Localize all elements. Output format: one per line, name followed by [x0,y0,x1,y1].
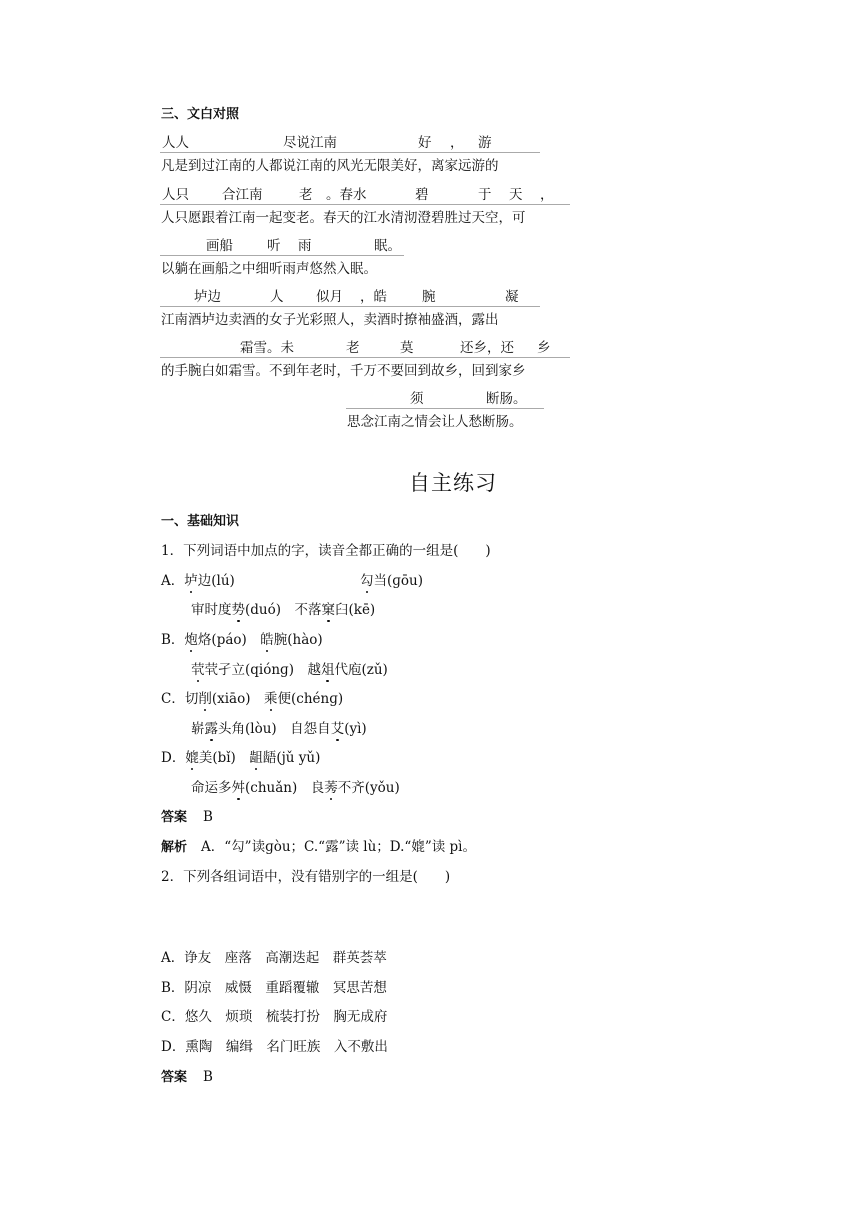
gloss-word: 雨 [298,238,312,254]
dotted-char: 窠 [321,602,335,618]
dotted-char: 露 [204,721,218,737]
translation-line: 的手腕白如霜雪。不到年老时，千万不要回到故乡，回到家乡 [161,363,526,379]
gloss-word: 人只 [162,187,189,203]
dotted-char: 莠 [324,780,338,796]
dotted-char: 炮 [184,632,198,648]
gloss-word: 老 [299,187,313,203]
dotted-char: 媲 [185,750,199,766]
translation-line: 凡是到过江南的人都说江南的风光无限美好，离家远游的 [161,158,499,174]
gloss-word: 霜雪。未 [240,340,294,356]
option-text: 崭 [191,721,205,737]
translation-line: 思念江南之情会让人愁断肠。 [347,414,523,430]
gloss-word: 腕 [422,289,436,305]
option-text: (chuǎn) 良 [245,780,325,796]
answer-value: B [203,1069,213,1085]
option-text: 烙(páo) [197,632,261,648]
dotted-char: 舛 [231,780,245,796]
option-a-line-1 [161,572,235,590]
option-text: 腕(hào) [273,632,323,648]
gloss-line [160,186,570,205]
analysis-line [161,838,476,857]
gloss-word: 合江南 [222,187,263,203]
gloss-line [160,339,570,358]
dotted-char: 俎 [320,662,335,678]
analysis-text: A．“勾”读ɡòu；C.“露”读 lù；D.“媲”读 pì。 [201,839,476,855]
section-heading-wenbai: 三、文白对照 [161,107,240,122]
option-text: (yì) [344,721,367,737]
option-label: C．切 [161,691,199,707]
option-b: B．阴凉 威慑 重蹈覆辙 冥思苦想 [161,980,387,996]
section-heading-basics: 一、基础知识 [161,514,240,529]
gloss-word: ， [540,187,554,203]
option-text: 美(bǐ) [198,750,250,766]
option-b-line-1 [161,631,323,649]
option-text: 命运多 [191,780,232,796]
dotted-char: 削 [198,691,212,707]
analysis-label: 解析 [161,840,188,855]
option-label: D． [161,750,186,766]
page-title: 自主练习 [409,471,497,495]
option-d: D．熏陶 编缉 名门旺族 入不敷出 [161,1039,388,1055]
gloss-word: ， [450,135,464,151]
gloss-word: 莫 [400,340,414,356]
option-text: 龉(jǔ yǔ) [262,750,321,766]
gloss-word: 天 [509,187,523,203]
gloss-word: 游 [478,135,492,151]
option-c-line-1 [161,690,343,708]
question-2-stem: 2．下列各组词语中，没有错别字的一组是( ) [161,869,451,885]
option-d-line-2 [191,779,400,797]
dotted-char: 勾 [360,573,374,589]
gloss-word: 老 [346,340,360,356]
option-text: 便(chénɡ) [277,691,344,707]
dotted-char: 势 [231,602,245,618]
gloss-word: 于 [478,187,492,203]
question-1-stem: 1．下列词语中加点的字，读音全都正确的一组是( ) [161,543,491,559]
gloss-word: 。春水 [326,187,367,203]
translation-line: 江南酒垆边卖酒的女子光彩照人，卖酒时撩袖盛酒，露出 [161,312,499,328]
option-text: 茕孑立(qiónɡ) 越 [204,662,321,678]
option-text: 不齐(yǒu) [337,780,400,796]
option-a: A．诤友 座落 高潮迭起 群英荟萃 [161,950,387,966]
dotted-char: 垆 [184,573,198,589]
option-text: 边(lú) [197,573,235,589]
option-text: 当(ɡōu) [373,573,423,589]
option-text: (duó) 不落 [245,602,322,618]
gloss-word: 凝 [505,289,519,305]
option-d-line-1 [161,749,320,767]
option-text: 头角(lòu) 自怨自 [218,721,331,737]
gloss-line [160,288,540,307]
gloss-word: 画船 [206,238,233,254]
gloss-word: ，皓 [360,289,387,305]
answer-label: 答案 [161,1070,188,1085]
gloss-word: 乡 [537,340,551,356]
option-c: C．悠久 烦琐 梳装打扮 胸无成府 [161,1009,388,1025]
gloss-line [346,390,544,409]
gloss-word: 眠。 [374,238,401,254]
gloss-word: 还乡，还 [460,340,514,356]
option-text: 臼(kē) [335,602,376,618]
gloss-line [160,134,540,153]
gloss-word: 似月 [316,289,343,305]
option-label: B． [161,632,185,648]
translation-line: 人只愿跟着江南一起变老。春天的江水清沏澄碧胜过天空，可 [161,210,526,226]
gloss-word: 碧 [415,187,429,203]
option-text: 代庖(zǔ) [334,662,388,678]
option-a-line-2 [191,601,375,619]
dotted-char: 龃 [249,750,263,766]
gloss-word: 人 [270,289,284,305]
option-text: (xiāo) [211,691,264,707]
option-b-line-2 [191,661,388,679]
dotted-char: 茕 [191,662,205,678]
gloss-word: 好 [418,135,432,151]
answer-value: B [203,809,213,825]
answer-line-2 [161,1068,213,1087]
gloss-word: 听 [267,238,281,254]
option-label: A． [161,573,185,589]
gloss-word: 人人 [162,135,189,151]
gloss-word: 须 [410,391,424,407]
dotted-char: 艾 [330,721,345,737]
option-c-line-2 [191,720,367,738]
gloss-line [160,237,404,256]
translation-line: 以躺在画船之中细听雨声悠然入眠。 [161,261,377,277]
answer-label: 答案 [161,810,188,825]
gloss-word: 断肠。 [486,391,527,407]
dotted-char: 乘 [264,691,278,707]
dotted-char: 皓 [260,632,274,648]
option-text: 审时度 [191,602,232,618]
gloss-word: 尽说江南 [283,135,337,151]
answer-line [161,808,213,827]
gloss-word: 垆边 [194,289,221,305]
option-a-line-1b [360,572,423,590]
